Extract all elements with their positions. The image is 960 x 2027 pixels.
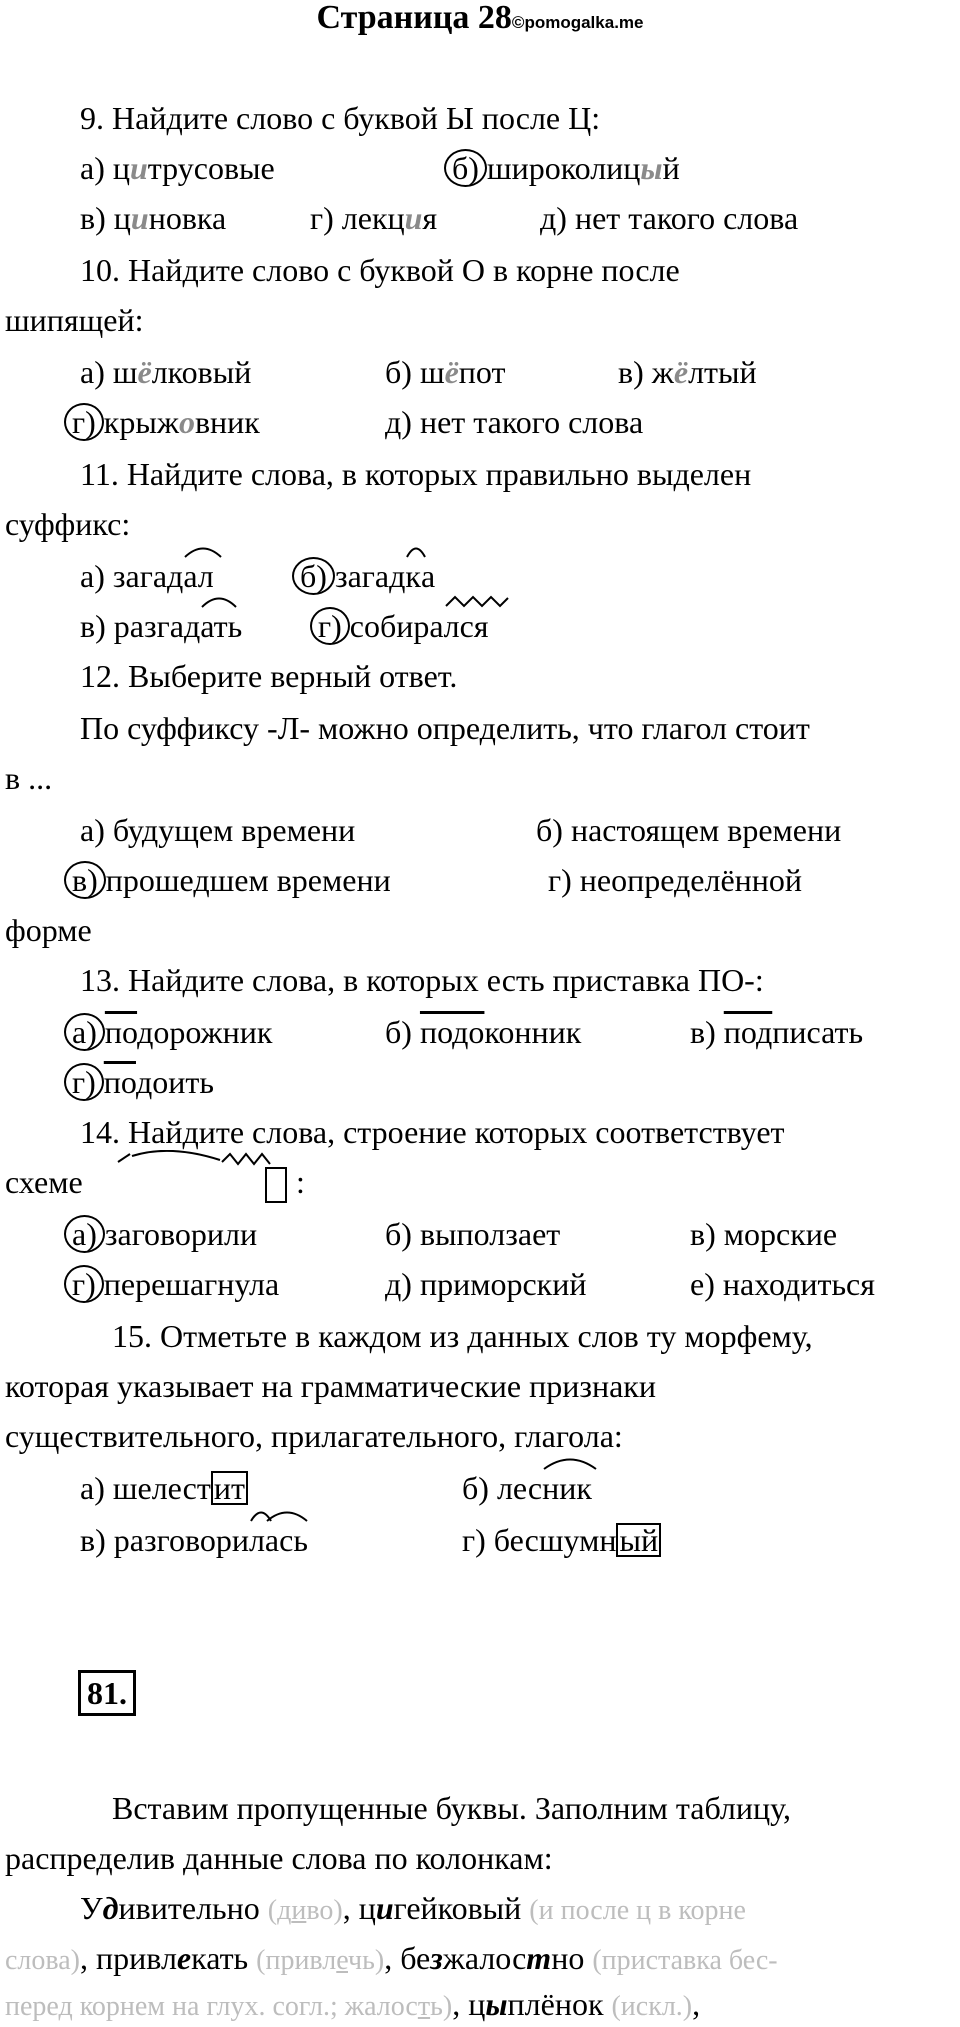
q11-option-v: в) разгадат ь bbox=[80, 606, 242, 646]
q13-option-g: г) подоить bbox=[72, 1062, 214, 1102]
q13-question: 13. Найдите слова, в которых есть приставка ПО-: bbox=[80, 962, 764, 998]
q14-option-v: в) морские bbox=[690, 1216, 838, 1252]
q12-option-g-cont: форме bbox=[5, 912, 92, 948]
q12-text: По суффиксу -Л- можно определить, что глагол стоит bbox=[80, 710, 810, 746]
q14-option-e: е) находиться bbox=[690, 1266, 875, 1302]
q10-option-g: г) крыжовник bbox=[72, 402, 260, 442]
q14-option-d: д) приморский bbox=[385, 1266, 587, 1302]
answer-circle: б) bbox=[292, 557, 335, 595]
q15-option-v: в) разговорил ась bbox=[80, 1520, 308, 1560]
q9-question: 9. Найдите слово с буквой Ы после Ц: bbox=[80, 100, 601, 136]
task-line2: распределив данные слова по колонкам: bbox=[5, 1840, 553, 1876]
answer-circle: г) bbox=[64, 1063, 104, 1101]
q11-question-cont: суффикс: bbox=[5, 506, 131, 542]
q10-question: 10. Найдите слово с буквой О в корне после bbox=[80, 252, 680, 288]
morpheme-scheme-icon bbox=[110, 1150, 310, 1210]
q14-option-g: г) перешагнула bbox=[72, 1264, 279, 1304]
q15-option-a: а) шелестит bbox=[80, 1468, 248, 1508]
answer-circle: а) bbox=[64, 1013, 105, 1051]
answer-circle: г) bbox=[64, 403, 104, 441]
q15-line3: существительного, прилагательного, глагола: bbox=[5, 1418, 623, 1454]
q12-option-v: в) прошедшем времени bbox=[72, 860, 391, 900]
q12-text-cont: в ... bbox=[5, 760, 53, 796]
q10-question-cont: шипящей: bbox=[5, 302, 144, 338]
q13-option-a: а) подорожник bbox=[72, 1012, 272, 1052]
q14-colon: : bbox=[296, 1164, 305, 1200]
q10-option-b: б) шёпот bbox=[385, 354, 506, 390]
answer-circle: а) bbox=[64, 1215, 105, 1253]
task-line1: Вставим пропущенные буквы. Заполним таблицу, bbox=[112, 1790, 791, 1826]
q15-option-g: г) бесшумный bbox=[462, 1520, 661, 1560]
q15-line1: 15. Отметьте в каждом из данных слов ту морфему, bbox=[112, 1318, 813, 1354]
q14-question: 14. Найдите слова, строение которых соответствует bbox=[80, 1114, 785, 1150]
q12-question: 12. Выберите верный ответ. bbox=[80, 658, 458, 694]
q10-option-a: а) шёлковый bbox=[80, 354, 252, 390]
ending-box: ит bbox=[211, 1471, 248, 1505]
q13-option-v: в) подписать bbox=[690, 1014, 864, 1050]
q10-option-d: д) нет такого слова bbox=[385, 404, 644, 440]
q13-option-b: б) подоконник bbox=[385, 1014, 582, 1050]
task-line4: слова), привлекать (привлечь), безжалостно (приставка бес- bbox=[5, 1940, 778, 1976]
q14-question-cont: схеме bbox=[5, 1164, 83, 1200]
page-title: Страница 28©pomogalka.me bbox=[316, 0, 644, 36]
q11-option-b: б) загадк а bbox=[300, 556, 435, 596]
answer-circle: г) bbox=[64, 1265, 104, 1303]
q11-option-a: а) загадал bbox=[80, 556, 214, 596]
q10-option-v: в) жёлтый bbox=[618, 354, 757, 390]
answer-circle: г) bbox=[310, 607, 350, 645]
q9-option-b: б) широколицый bbox=[452, 148, 680, 188]
task-line3: Удивительно (диво), цигейковый (и после ц в корне bbox=[80, 1890, 746, 1926]
q9-option-d: д) нет такого слова bbox=[540, 200, 799, 236]
q9-option-v: в) циновка bbox=[80, 200, 227, 236]
ending-box: ый bbox=[616, 1523, 661, 1557]
answer-circle: в) bbox=[64, 861, 106, 899]
task-line5: перед корнем на глух. согл.; жалость), цыплёнок (искл.), bbox=[5, 1986, 701, 2022]
q14-option-b: б) выползает bbox=[385, 1216, 561, 1252]
q11-question: 11. Найдите слова, в которых правильно выделен bbox=[80, 456, 752, 492]
q15-option-b: б) лесник bbox=[462, 1468, 592, 1508]
q15-line2: которая указывает на грамматические признаки bbox=[5, 1368, 656, 1404]
q9-option-g: г) лекция bbox=[310, 200, 438, 236]
q11-option-g: г) собирался bbox=[318, 606, 488, 646]
q9-option-a: а) цитрусовые bbox=[80, 150, 275, 186]
answer-circle: б) bbox=[444, 149, 487, 187]
q12-option-g: г) неопределённой bbox=[548, 862, 803, 898]
task-number: 81. bbox=[78, 1670, 136, 1716]
q12-option-b: б) настоящем времени bbox=[536, 812, 842, 848]
q14-option-a: а) заговорили bbox=[72, 1214, 257, 1254]
watermark: ©pomogalka.me bbox=[511, 13, 644, 32]
q12-option-a: а) будущем времени bbox=[80, 812, 356, 848]
